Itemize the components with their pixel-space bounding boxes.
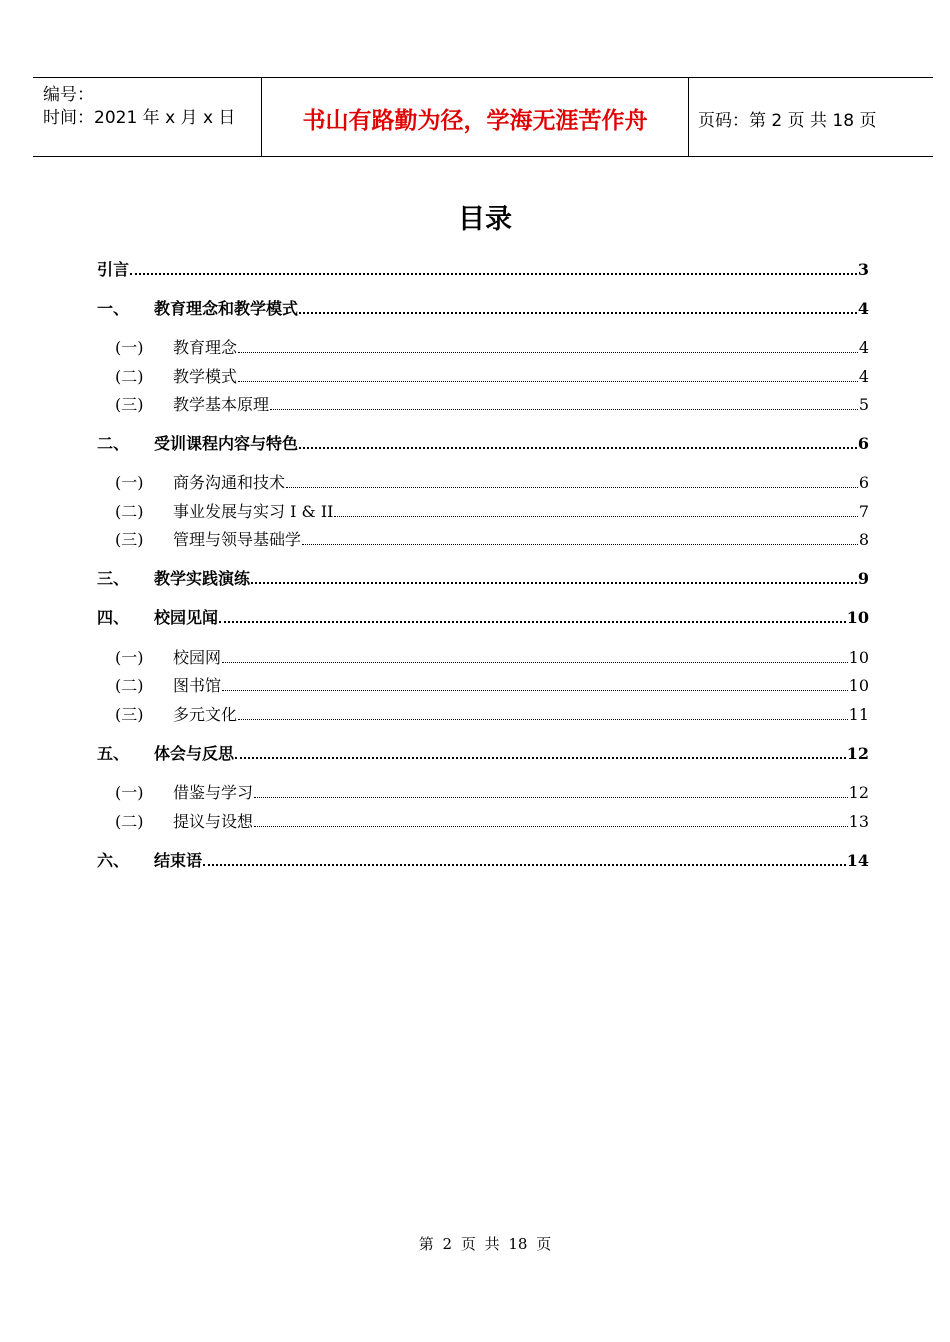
toc-title: 目录 [458, 204, 512, 235]
toc-entry[interactable] [115, 335, 869, 357]
toc-entry[interactable] [97, 257, 869, 279]
toc-entry-page-number: 3 [857, 260, 869, 279]
toc-entry-title: 图书馆 [173, 676, 222, 695]
toc-entry-page-number: 12 [848, 783, 869, 802]
toc-entry[interactable] [115, 392, 869, 414]
toc-entry-number: 三、 [97, 569, 130, 588]
toc-entry-number: (三) [115, 530, 144, 549]
toc-entry-number: (一) [115, 338, 144, 357]
toc-entry-page-number: 10 [848, 676, 869, 695]
toc-entry[interactable] [115, 780, 869, 802]
toc-entry-number: 一、 [97, 299, 130, 318]
toc-entry[interactable] [97, 566, 869, 588]
toc-entry-number: (二) [115, 676, 144, 695]
toc-entry[interactable] [115, 364, 869, 386]
toc-entry-page-number: 7 [858, 502, 869, 521]
toc-entry-page-number: 9 [857, 569, 869, 588]
toc-dot-leader [238, 381, 858, 382]
toc-entry-page-number: 13 [848, 812, 869, 831]
page-footer: 第 2 页 共 18 页 [418, 1235, 552, 1253]
toc-entry-title: 受训课程内容与特色 [154, 434, 299, 453]
toc-entry[interactable] [97, 296, 869, 318]
toc-dot-leader [219, 621, 846, 623]
toc-dot-leader [222, 662, 848, 663]
toc-entry-title: 校园见闻 [154, 608, 219, 627]
toc-entry-title: 多元文化 [173, 705, 238, 724]
toc-entry[interactable] [115, 673, 869, 695]
toc-entry-number: (二) [115, 812, 144, 831]
toc-entry-page-number: 5 [858, 395, 869, 414]
toc-entry[interactable] [115, 702, 869, 724]
toc-dot-leader [299, 447, 857, 449]
toc-entry-title: 教学实践演练 [154, 569, 251, 588]
toc-entry-page-number: 11 [848, 705, 869, 724]
toc-entry-number: 四、 [97, 608, 130, 627]
toc-dot-leader [286, 487, 858, 488]
toc-entry[interactable] [115, 645, 869, 667]
toc-entry-page-number: 4 [858, 367, 869, 386]
document-number-label: 编号： [43, 85, 94, 105]
toc-dot-leader [270, 409, 858, 410]
toc-entry-title: 管理与领导基础学 [173, 530, 302, 549]
toc-dot-leader [203, 864, 846, 866]
toc-entry-number: (一) [115, 783, 144, 802]
header-motto: 书山有路勤为径，学海无涯苦作舟 [302, 108, 648, 134]
toc-entry-title: 提议与设想 [173, 812, 254, 831]
toc-entry-number: (三) [115, 395, 144, 414]
toc-entry-page-number: 12 [846, 744, 869, 763]
toc-entry[interactable] [97, 605, 869, 627]
toc-entry-page-number: 8 [858, 530, 869, 549]
toc-entry-number: 五、 [97, 744, 130, 763]
toc-entry-page-number: 14 [846, 851, 869, 870]
toc-entry-number: (一) [115, 648, 144, 667]
toc-dot-leader [238, 352, 858, 353]
toc-dot-leader [254, 826, 848, 827]
toc-dot-leader [302, 544, 858, 545]
toc-dot-leader [254, 797, 848, 798]
toc-entry-page-number: 6 [858, 473, 869, 492]
toc-entry[interactable] [115, 527, 869, 549]
toc-entry-title: 校园网 [173, 648, 222, 667]
toc-entry-title: 结束语 [154, 851, 203, 870]
toc-entry[interactable] [97, 848, 869, 870]
toc-dot-leader [299, 312, 857, 314]
toc-entry-number: (二) [115, 502, 144, 521]
toc-entry-title: 引言 [97, 260, 130, 279]
header-page-cell [688, 78, 933, 156]
toc-entry[interactable] [115, 809, 869, 831]
toc-entry-page-number: 4 [857, 299, 869, 318]
toc-entry-title: 商务沟通和技术 [173, 473, 286, 492]
toc-dot-leader [334, 516, 857, 517]
toc-entry[interactable] [97, 431, 869, 453]
toc-entry-title: 教育理念和教学模式 [154, 299, 299, 318]
toc-entry[interactable] [115, 470, 869, 492]
toc-entry-number: (二) [115, 367, 144, 386]
toc-dot-leader [235, 757, 846, 759]
toc-entry[interactable] [115, 499, 869, 521]
toc-entry-title: 教学基本原理 [173, 395, 270, 414]
toc-entry-title: 事业发展与实习 I & II [173, 502, 334, 521]
toc-dot-leader [251, 582, 857, 584]
toc-entry-page-number: 4 [858, 338, 869, 357]
toc-entry-page-number: 10 [848, 648, 869, 667]
toc-entry-number: 六、 [97, 851, 130, 870]
page-header [33, 77, 933, 157]
toc-dot-leader [222, 690, 848, 691]
toc-entry-page-number: 10 [846, 608, 869, 627]
toc-entry-title: 教育理念 [173, 338, 238, 357]
header-motto-cell [261, 78, 689, 156]
toc-dot-leader [130, 273, 857, 275]
document-date-label: 时间：2021 年 x 月 x 日 [43, 108, 236, 128]
toc-entry-number: (一) [115, 473, 144, 492]
toc-entry-number: (三) [115, 705, 144, 724]
header-page-info: 页码：第 2 页 共 18 页 [698, 111, 877, 131]
toc-entry-title: 教学模式 [173, 367, 238, 386]
header-meta-cell [33, 78, 261, 156]
toc-entry-title: 借鉴与学习 [173, 783, 254, 802]
toc-entry[interactable] [97, 741, 869, 763]
toc-entry-title: 体会与反思 [154, 744, 235, 763]
toc-entry-page-number: 6 [857, 434, 869, 453]
toc-dot-leader [238, 719, 848, 720]
toc-entry-number: 二、 [97, 434, 130, 453]
